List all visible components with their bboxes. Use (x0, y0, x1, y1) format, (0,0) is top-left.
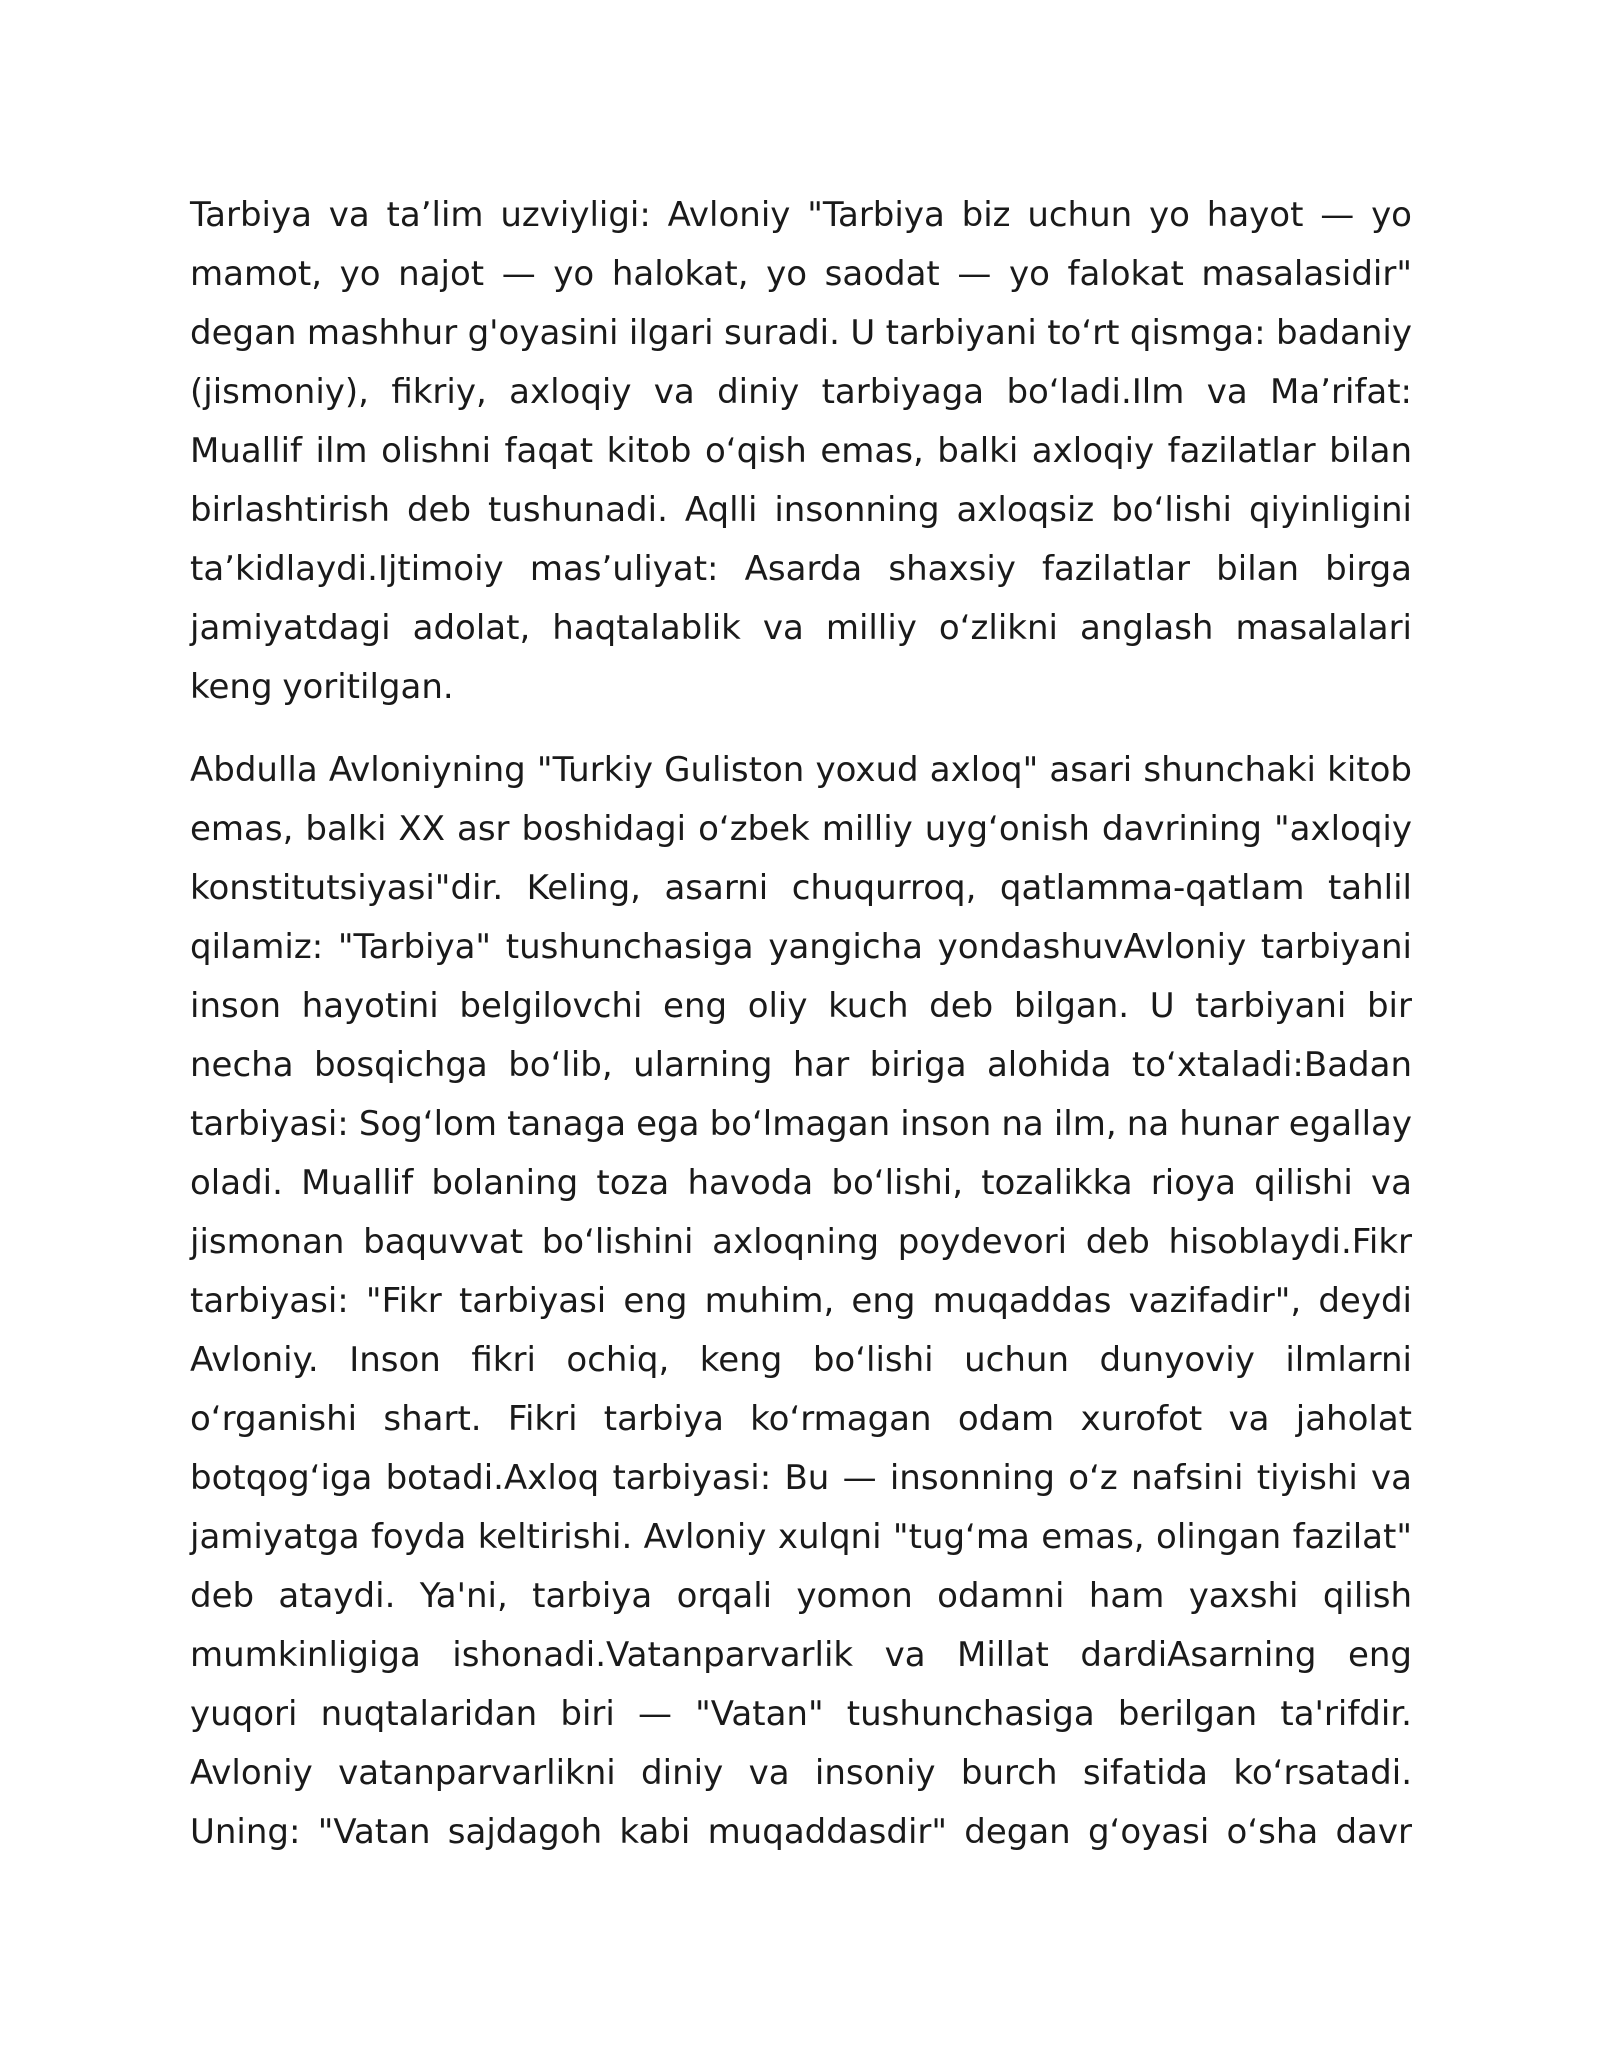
paragraph-turkiy-guliston: Abdulla Avloniyning "Turkiy Guliston yoxud axloq" asari shunchaki kitob emas, balki XX asr boshidagi o‘zbek milliy uyg‘onish davrining "axloqiy konstitutsiyasi"dir. Keling, asarni chuqurroq, qatlamma-qatlam tahlil qilamiz: "Tarbiya" tushunchasiga yangicha yondashuvAvloniy tarbiyani inson hayotini belgilovchi eng oliy kuch deb bilgan. U tarbiyani bir necha bosqichga bo‘lib, ularning har biriga alohida to‘xtaladi:Badan tarbiyasi: Sog‘lom tanaga ega bo‘lmagan inson na ilm, na hunar egallay oladi. Muallif bolaning toza havoda bo‘lishi, tozalikka rioya qilishi va jismonan baquvvat bo‘lishini axloqning poydevori deb hisoblaydi.Fikr tarbiyasi: "Fikr tarbiyasi eng muhim, eng muqaddas vazifadir", deydi Avloniy. Inson fikri ochiq, keng bo‘lishi uchun dunyoviy ilmlarni o‘rganishi shart. Fikri tarbiya ko‘rmagan odam xurofot va jaholat botqog‘iga botadi.Axloq tarbiyasi: Bu — insonning o‘z nafsini tiyishi va jamiyatga foyda keltirishi. Avloniy xulqni "tug‘ma emas, olingan fazilat" deb ataydi. Ya'ni, tarbiya orqali yomon odamni ham yaxshi qilish mumkinligiga ishonadi.Vatanparvarlik va Millat dardiAsarning eng yuqori nuqtalaridan biri — "Vatan" tushunchasiga berilgan ta'rifdir. Avloniy vatanparvarlikni diniy va insoniy burch sifatida ko‘rsatadi. Uning: "Vatan sajdagoh kabi muqaddasdir" degan g‘oyasi o‘sha davr (190, 750, 1412, 1852)
paragraph-tarbiya-talim: Tarbiya va ta’lim uzviyligi: Avloniy "Tarbiya biz uchun yo hayot — yo mamot, yo najot — yo halokat, yo saodat — yo falokat masalasidir" degan mashhur g'oyasini ilgari suradi. U tarbiyani to‘rt qismga: badaniy (jismoniy), fikriy, axloqiy va diniy tarbiyaga bo‘ladi.Ilm va Ma’rifat: Muallif ilm olishni faqat kitob o‘qish emas, balki axloqiy fazilatlar bilan birlashtirish deb tushunadi. Aqlli insonning axloqsiz bo‘lishi qiyinligini ta’kidlaydi.Ijtimoiy mas’uliyat: Asarda shaxsiy fazilatlar bilan birga jamiyatdagi adolat, haqtalablik va milliy o‘zlikni anglash masalalari keng yoritilgan. (190, 195, 1412, 707)
document-body (190, 186, 1412, 1886)
